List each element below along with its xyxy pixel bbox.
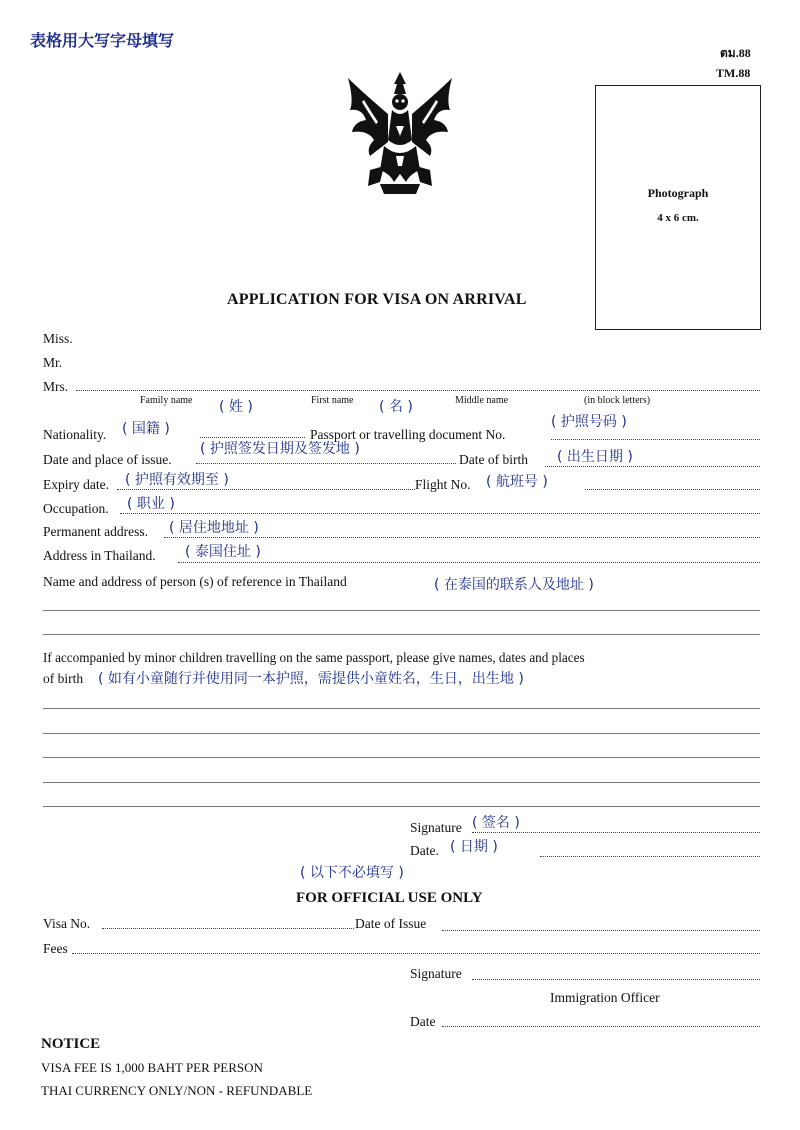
date-cn: ( 日期 ) — [450, 839, 498, 855]
passport-label: Passport or travelling document No. — [310, 427, 506, 442]
official-signature-label: Signature — [410, 966, 462, 981]
flight-cn: ( 航班号 ) — [486, 474, 548, 490]
occupation-input-line[interactable] — [120, 513, 760, 514]
thailand-address-label: Address in Thailand. — [43, 548, 156, 563]
permanent-address-cn: ( 居住地地址 ) — [169, 520, 259, 536]
notice-currency: THAI CURRENCY ONLY/NON - REFUNDABLE — [41, 1083, 313, 1098]
expiry-label: Expiry date. — [43, 477, 109, 492]
expiry-input-line[interactable] — [117, 489, 415, 490]
garuda-emblem-icon — [340, 70, 460, 196]
children-input-line-2[interactable] — [43, 733, 760, 734]
form-code-thai: ตม.88 — [720, 46, 751, 60]
permanent-address-input-line[interactable] — [164, 537, 760, 538]
not-required-note: ( 以下不必填写 ) — [300, 865, 404, 881]
date-place-cn: ( 护照签发日期及签发地 ) — [200, 441, 360, 457]
signature-cn: ( 签名 ) — [472, 815, 520, 831]
salutation-mrs[interactable]: Mrs. — [43, 379, 69, 394]
fill-instruction-note: 表格用大写字母填写 — [30, 31, 175, 50]
block-letters-caption: (in block letters) — [584, 395, 651, 406]
date-input-line[interactable] — [540, 856, 760, 857]
nationality-cn: ( 国籍 ) — [122, 421, 170, 437]
thailand-address-cn: ( 泰国住址 ) — [185, 544, 261, 560]
reference-label: Name and address of person (s) of reference in Thailand — [43, 574, 347, 589]
official-use-heading: FOR OFFICIAL USE ONLY — [296, 890, 483, 906]
nationality-label: Nationality. — [43, 427, 107, 442]
name-input-line[interactable] — [76, 390, 760, 391]
expiry-cn: ( 护照有效期至 ) — [125, 472, 229, 488]
flight-label: Flight No. — [415, 477, 471, 492]
reference-input-line-2[interactable] — [43, 634, 760, 635]
visa-no-input-line[interactable] — [102, 928, 354, 929]
children-input-line-3[interactable] — [43, 757, 760, 758]
salutation-mr[interactable]: Mr. — [43, 355, 63, 370]
date-place-label: Date and place of issue. — [43, 452, 172, 467]
date-of-issue-label: Date of Issue — [355, 916, 427, 931]
family-name-caption: Family name — [140, 395, 193, 406]
signature-label: Signature — [410, 820, 462, 835]
children-input-line-5[interactable] — [43, 806, 760, 807]
official-date-input-line[interactable] — [442, 1026, 760, 1027]
family-name-cn: ( 姓 ) — [219, 399, 253, 415]
middle-name-caption: Middle name — [455, 395, 509, 406]
official-date-label: Date — [410, 1014, 436, 1029]
children-label-2: of birth — [43, 671, 84, 686]
fees-input-line[interactable] — [72, 953, 760, 954]
dob-cn: ( 出生日期 ) — [557, 449, 633, 465]
form-code: TM.88 — [716, 66, 751, 80]
dob-input-line[interactable] — [545, 466, 760, 467]
passport-input-line[interactable] — [551, 439, 760, 440]
passport-cn: ( 护照号码 ) — [551, 414, 627, 430]
children-cn: ( 如有小童随行并使用同一本护照，需提供小童姓名，生日，出生地 ) — [98, 671, 524, 687]
permanent-address-label: Permanent address. — [43, 524, 148, 539]
first-name-caption: First name — [311, 395, 354, 406]
reference-cn: ( 在泰国的联系人及地址 ) — [434, 577, 594, 593]
date-of-issue-input-line[interactable] — [442, 930, 760, 931]
fees-label: Fees — [43, 941, 68, 956]
photo-label: Photograph — [647, 186, 709, 200]
immigration-officer-label: Immigration Officer — [550, 990, 660, 1005]
occupation-cn: ( 职业 ) — [127, 496, 175, 512]
photo-box — [595, 85, 761, 330]
children-input-line-4[interactable] — [43, 782, 760, 783]
notice-heading: NOTICE — [41, 1036, 101, 1052]
official-signature-input-line[interactable] — [472, 979, 760, 980]
children-label: If accompanied by minor children travelling on the same passport, please give names, dates and places — [43, 650, 585, 665]
date-label: Date. — [410, 843, 439, 858]
flight-input-line[interactable] — [585, 489, 760, 490]
notice-fee: VISA FEE IS 1,000 BAHT PER PERSON — [41, 1060, 263, 1075]
photo-size: 4 x 6 cm. — [657, 212, 699, 224]
form-title: APPLICATION FOR VISA ON ARRIVAL — [227, 291, 527, 308]
date-place-input-line[interactable] — [196, 463, 456, 464]
visa-no-label: Visa No. — [43, 916, 91, 931]
dob-label: Date of birth — [459, 452, 528, 467]
occupation-label: Occupation. — [43, 501, 109, 516]
first-name-cn: ( 名 ) — [379, 399, 413, 415]
signature-input-line[interactable] — [472, 832, 760, 833]
salutation-miss[interactable]: Miss. — [43, 331, 73, 346]
reference-input-line-1[interactable] — [43, 610, 760, 611]
children-input-line-1[interactable] — [43, 708, 760, 709]
thailand-address-input-line[interactable] — [178, 562, 760, 563]
